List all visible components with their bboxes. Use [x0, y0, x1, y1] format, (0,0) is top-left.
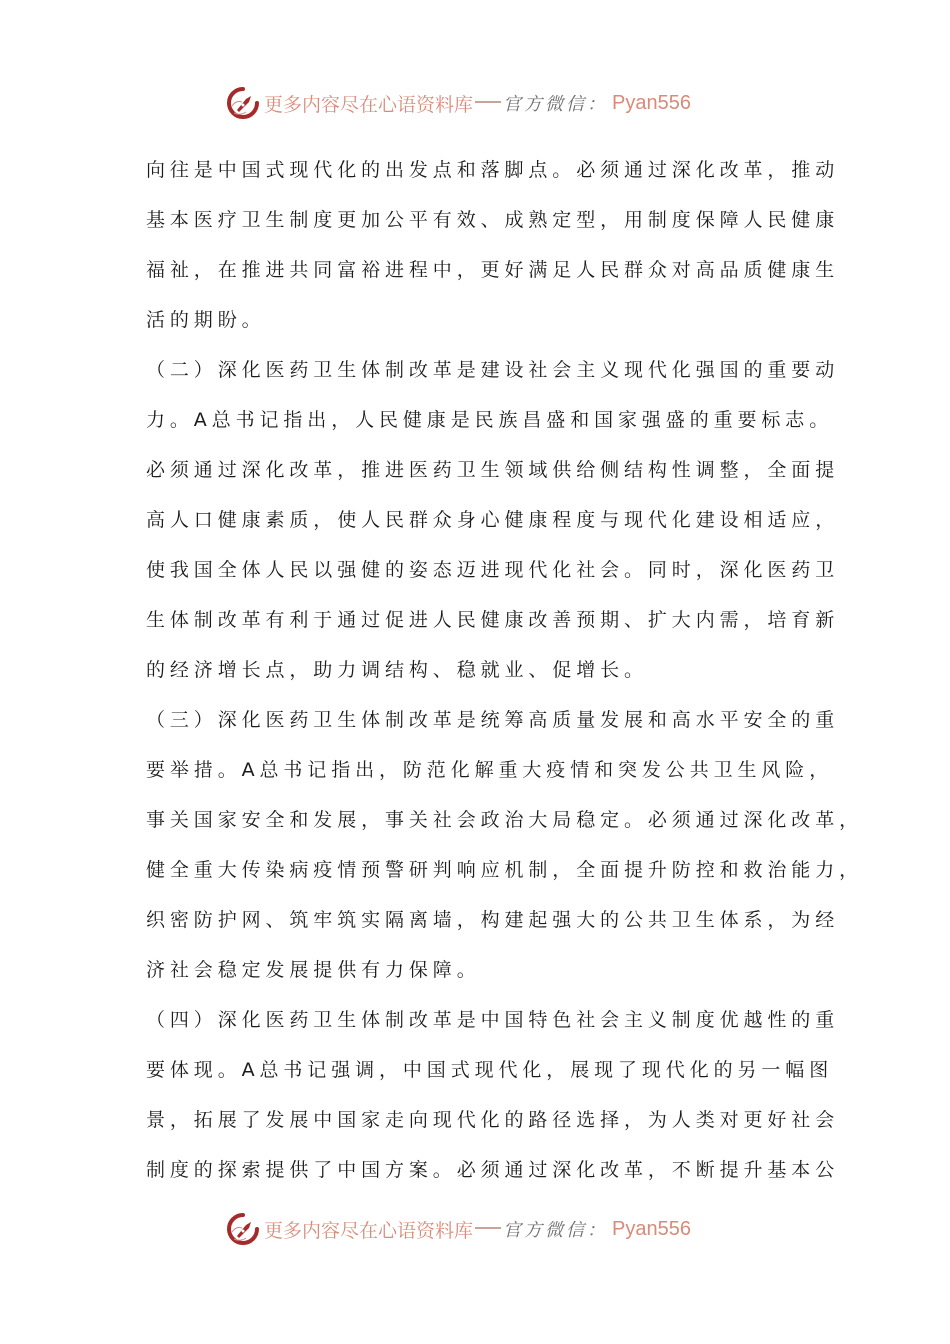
text-line: 济社会稳定发展提供有力保障。 [146, 959, 481, 981]
text-line: 制度的探索提供了中国方案。必须通过深化改革，不断提升基本公 [146, 1159, 840, 1181]
text-line: 健全重大传染病疫情预警研判响应机制，全面提升防控和救治能力， [146, 859, 864, 881]
text-line: 使我国全体人民以强健的姿态迈进现代化社会。同时，深化医药卫 [146, 559, 840, 581]
pen-nib-circle-icon [226, 1212, 260, 1246]
watermark-dash [475, 101, 501, 103]
text-line: 织密防护网、筑牢筑实隔离墙，构建起强大的公共卫生体系，为经 [146, 909, 840, 931]
text-line: 生体制改革有利于通过促进人民健康改善预期、扩大内需，培育新 [146, 609, 840, 631]
text-line: 基本医疗卫生制度更加公平有效、成熟定型，用制度保障人民健康 [146, 209, 840, 231]
text-line: 的经济增长点，助力调结构、稳就业、促增长。 [146, 659, 648, 681]
text-line: 向往是中国式现代化的出发点和落脚点。必须通过深化改革，推动 [146, 159, 840, 181]
section-heading-line: （二）深化医药卫生体制改革是建设社会主义现代化强国的重要动 [146, 359, 840, 381]
footer-watermark [226, 1211, 691, 1247]
text-line: 福祉，在推进共同富裕进程中，更好满足人民群众对高品质健康生 [146, 259, 840, 281]
watermark-dash [475, 1227, 501, 1229]
text-line: 必须通过深化改革，推进医药卫生领域供给侧结构性调整，全面提 [146, 459, 840, 481]
text-line: 要体现。A总书记强调，中国式现代化，展现了现代化的另一幅图 [146, 1059, 834, 1081]
pen-nib-circle-icon [226, 86, 260, 120]
document-body [146, 152, 864, 1202]
watermark-wechat-id: Pyan556 [612, 91, 691, 114]
watermark-wechat-id: Pyan556 [612, 1217, 691, 1240]
watermark-main-text: 更多内容尽在心语资料库 [264, 1219, 474, 1242]
header-watermark [226, 85, 691, 121]
text-line: 事关国家安全和发展，事关社会政治大局稳定。必须通过深化改革， [146, 809, 864, 831]
text-line: 要举措。A总书记指出，防范化解重大疫情和突发公共卫生风险， [146, 759, 834, 781]
watermark-sub-text: 官方微信： [503, 94, 609, 115]
section-heading-line: （三）深化医药卫生体制改革是统筹高质量发展和高水平安全的重 [146, 709, 840, 731]
text-line: 高人口健康素质，使人民群众身心健康程度与现代化建设相适应， [146, 509, 840, 531]
watermark-sub-text: 官方微信： [503, 1220, 609, 1241]
text-line: 力。A总书记指出，人民健康是民族昌盛和国家强盛的重要标志。 [146, 409, 834, 431]
text-line: 活的期盼。 [146, 309, 266, 331]
watermark-main-text: 更多内容尽在心语资料库 [264, 93, 474, 116]
section-heading-line: （四）深化医药卫生体制改革是中国特色社会主义制度优越性的重 [146, 1009, 840, 1031]
text-line: 景，拓展了发展中国家走向现代化的路径选择，为人类对更好社会 [146, 1109, 840, 1131]
